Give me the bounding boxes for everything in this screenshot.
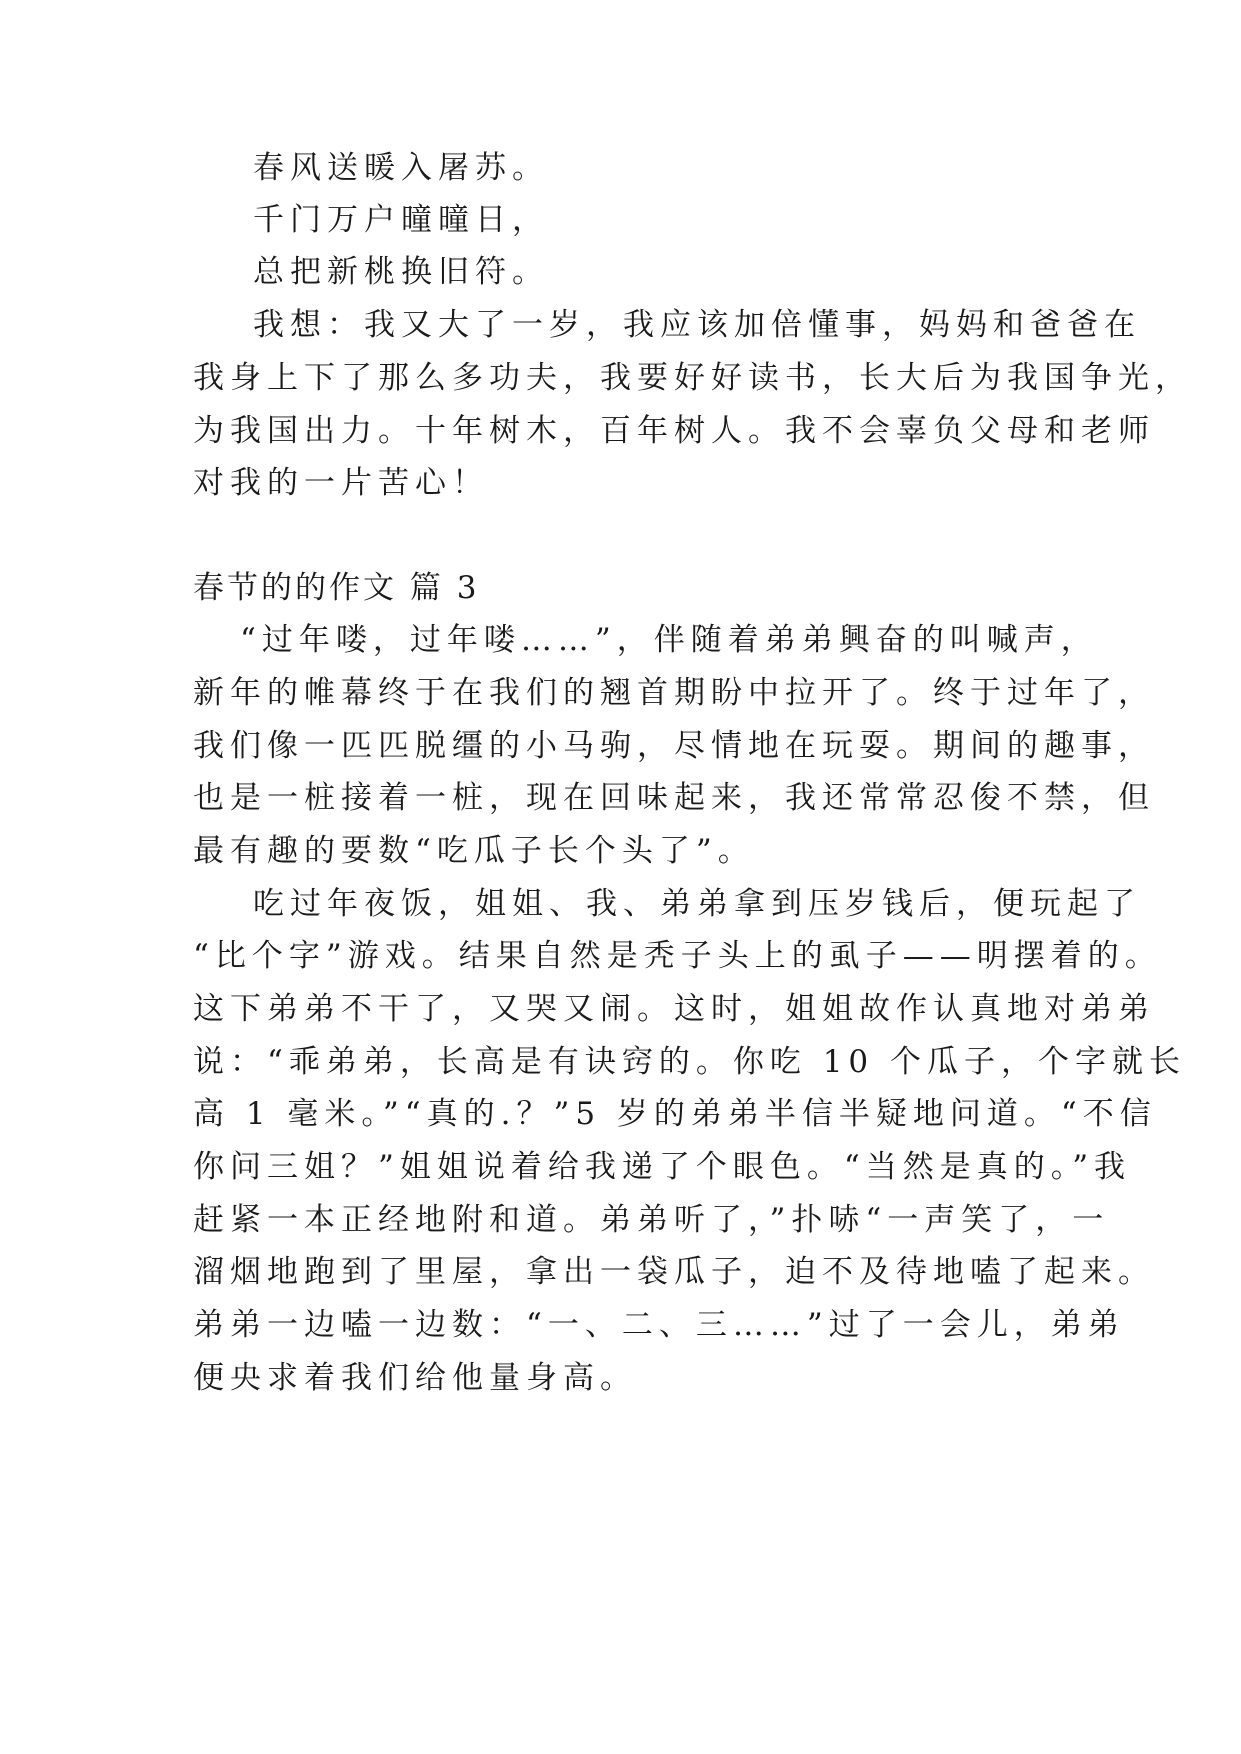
paragraph-line: 说：“乖弟弟，长高是有诀窍的。你吃 10 个瓜子，个字就长 (193, 1044, 1186, 1080)
paragraph-line: 你问三姐？”姐姐说着给我递了个眼色。“当然是真的。”我 (193, 1149, 1132, 1185)
paragraph-line: 最有趣的要数“吃瓜子长个头了”。 (193, 833, 755, 869)
paragraph-line: 也是一桩接着一桩，现在回味起来，我还常常忍俊不禁，但 (193, 780, 1155, 816)
poem-line: 总把新桃换旧符。 (253, 254, 549, 290)
paragraph-line: 吃过年夜饭，姐姐、我、弟弟拿到压岁钱后，便玩起了 (253, 886, 1141, 922)
paragraph-line: 赶紧一本正经地附和道。弟弟听了，”扑哧“一声笑了，一 (193, 1202, 1110, 1238)
paragraph-line: “过年喽，过年喽……”，伴随着弟弟興奋的叫喊声， (240, 622, 1098, 658)
reflection-line: 对我的一片苦心！ (193, 465, 489, 501)
paragraph-line: 高 1 毫米。”“真的.？”5 岁的弟弟半信半疑地问道。“不信 (193, 1096, 1157, 1132)
paragraph-line: 便央求着我们给他量身高。 (193, 1360, 637, 1396)
paragraph-line: 溜烟地跑到了里屋，拿出一袋瓜子，迫不及待地嗑了起来。 (193, 1254, 1155, 1290)
paragraph-line: 我们像一匹匹脱缰的小马驹，尽情地在玩耍。期间的趣事， (193, 728, 1155, 764)
reflection-line: 我身上下了那么多功夫，我要好好读书，长大后为我国争光， (193, 360, 1192, 396)
paragraph-line: 这下弟弟不干了，又哭又闹。这时，姐姐故作认真地对弟弟 (193, 991, 1155, 1027)
reflection-line: 我想：我又大了一岁，我应该加倍懂事，妈妈和爸爸在 (253, 307, 1141, 343)
reflection-line: 为我国出力。十年树木，百年树人。我不会辜负父母和老师 (193, 413, 1155, 449)
paragraph-line: “比个字”游戏。结果自然是秃子头上的虱子——明摆着的。 (193, 938, 1162, 974)
paragraph-line: 新年的帷幕终于在我们的翘首期盼中拉开了。终于过年了， (193, 675, 1155, 711)
poem-line: 千门万户曈曈日， (253, 202, 549, 238)
section-title: 春节的的作文 篇 3 (193, 570, 480, 606)
paragraph-line: 弟弟一边嗑一边数：“一、二、三……”过了一会儿，弟弟 (193, 1307, 1125, 1343)
poem-line: 春风送暖入屠苏。 (253, 150, 549, 186)
